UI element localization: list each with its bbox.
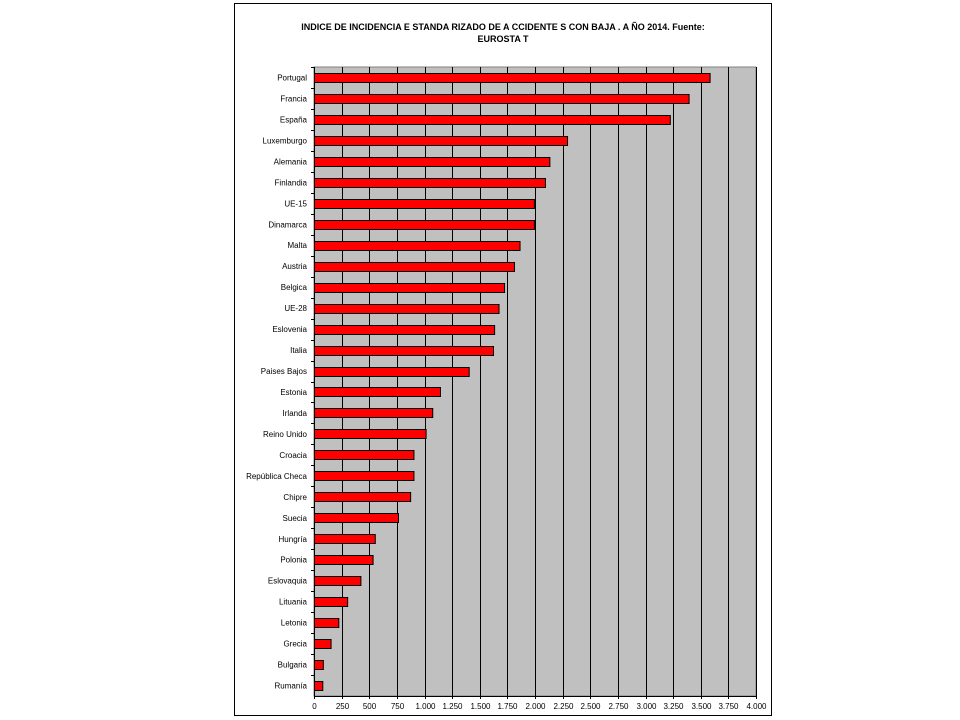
- category-label: Polonia: [280, 555, 307, 565]
- x-tick-label: 3.000: [636, 702, 657, 711]
- category-label: España: [279, 115, 307, 125]
- bar: [315, 409, 433, 418]
- bar: [315, 430, 427, 439]
- bar: [315, 619, 339, 628]
- category-label: Lituania: [278, 597, 307, 607]
- bar: [315, 284, 505, 293]
- category-label: Francia: [280, 94, 307, 104]
- category-label: Bulgaria: [277, 660, 307, 670]
- x-tick-label: 2.500: [580, 702, 601, 711]
- x-tick-label: 1.500: [470, 702, 491, 711]
- category-label: Rumanía: [274, 681, 307, 691]
- bar: [315, 535, 376, 544]
- category-label: Irlanda: [282, 408, 307, 418]
- bar: [315, 514, 399, 523]
- bar: [315, 326, 495, 335]
- category-label: Letonia: [280, 618, 307, 628]
- category-label: Alemania: [273, 157, 307, 167]
- bar: [315, 598, 348, 607]
- category-label: Croacia: [279, 450, 307, 460]
- category-label: Finlandia: [274, 178, 307, 188]
- x-tick-label: 0: [312, 702, 317, 711]
- bar: [315, 661, 324, 670]
- bar: [315, 200, 535, 209]
- x-tick-label: 2.250: [553, 702, 574, 711]
- category-label: Hungría: [278, 534, 307, 544]
- bar: [315, 116, 671, 125]
- bar: [315, 368, 470, 377]
- category-label: Luxemburgo: [262, 136, 307, 146]
- bar: [315, 682, 323, 691]
- bar: [315, 263, 515, 272]
- x-tick-label: 500: [362, 702, 377, 711]
- bar: [315, 556, 374, 565]
- bar: [315, 74, 711, 83]
- category-label: UE-15: [284, 199, 307, 209]
- bar: [315, 640, 332, 649]
- category-label: Austria: [282, 262, 307, 272]
- category-label: Dinamarca: [268, 220, 307, 230]
- chart-title-line-2: EUROSTA T: [477, 34, 529, 44]
- x-tick-label: 1.250: [442, 702, 463, 711]
- category-label: Chipre: [283, 492, 307, 502]
- category-label: Paises Bajos: [260, 367, 307, 377]
- category-label: Belgica: [280, 283, 307, 293]
- x-tick-label: 1.750: [497, 702, 518, 711]
- x-tick-label: 750: [390, 702, 405, 711]
- category-label: República Checa: [246, 471, 307, 481]
- category-label: Portugal: [277, 73, 307, 83]
- bar: [315, 137, 568, 146]
- x-tick-label: 1.000: [415, 702, 436, 711]
- category-label: UE-28: [284, 304, 307, 314]
- bar-chart: [235, 4, 771, 715]
- x-tick-label: 4.000: [746, 702, 767, 711]
- category-label: Eslovenia: [272, 325, 307, 335]
- category-label: Reino Unido: [262, 429, 307, 439]
- bar: [315, 451, 414, 460]
- category-label: Italia: [290, 346, 307, 356]
- bar: [315, 472, 414, 481]
- category-label: Malta: [287, 241, 307, 251]
- category-label: Eslovaquia: [267, 576, 307, 586]
- category-label: Suecia: [282, 513, 307, 523]
- chart-frame: [234, 3, 772, 716]
- bar: [315, 347, 494, 356]
- x-tick-label: 3.750: [718, 702, 739, 711]
- x-tick-label: 2.750: [608, 702, 629, 711]
- bar: [315, 158, 550, 167]
- category-label: Grecia: [283, 639, 307, 649]
- bar: [315, 305, 500, 314]
- chart-title-line-1: INDICE DE INCIDENCIA E STANDA RIZADO DE A CCIDENTE S CON BAJA . A ÑO 2014. Fuente:: [301, 22, 705, 32]
- x-tick-label: 3.500: [691, 702, 712, 711]
- x-tick-label: 3.250: [663, 702, 684, 711]
- bar: [315, 95, 690, 104]
- bar: [315, 221, 535, 230]
- bar: [315, 493, 411, 502]
- x-tick-label: 2.000: [525, 702, 546, 711]
- bar: [315, 179, 546, 188]
- bar: [315, 242, 521, 251]
- x-tick-label: 250: [335, 702, 350, 711]
- bar: [315, 577, 361, 586]
- category-label: Estonia: [280, 387, 307, 397]
- bar: [315, 388, 441, 397]
